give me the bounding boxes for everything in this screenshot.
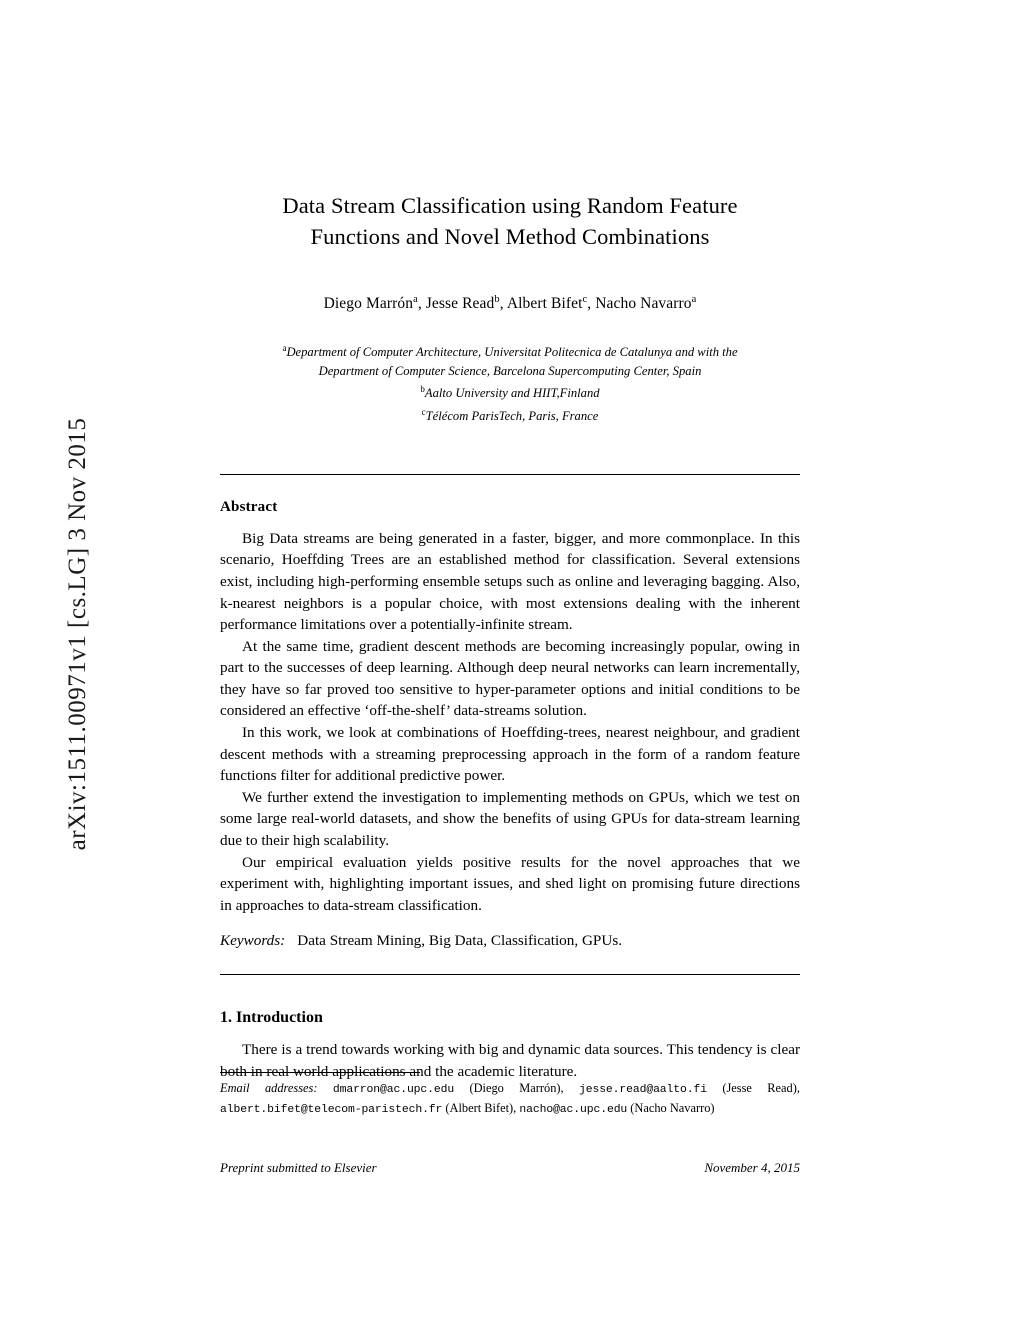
keywords-values: Data Stream Mining, Big Data, Classification, GPUs. — [297, 932, 623, 950]
footnote-separator-rule — [220, 1072, 420, 1073]
abstract-paragraph: At the same time, gradient descent methods are becoming increasingly popular, owing in part to the successes of deep learning. Although deep neural networks can learn incrementally, they have so far proved too sensitive to hyper-parameter options and initial conditions to be considered an effective ‘off-the-shelf’ data-streams solution. — [220, 637, 800, 720]
footnote-author: (Jesse Read), — [722, 1081, 800, 1095]
author-list: Diego Marrón$^a$, Jesse Read$^b$, Albert Bifet$^c$, Nacho Navarro$^a$ — [323, 294, 697, 313]
affiliation-text: Department of Computer Architecture, Universitat Politecnica de Catalunya and with the — [286, 345, 738, 360]
footnote-email[interactable]: dmarron@ac.upc.edu — [332, 1084, 455, 1096]
author-name: Albert Bifet — [506, 295, 583, 313]
footnote-author: (Nacho Navarro) — [630, 1100, 715, 1115]
keywords-line — [220, 930, 800, 952]
abstract-body — [220, 528, 800, 917]
page-footer — [220, 1160, 800, 1176]
footnote-email-addresses — [220, 1080, 800, 1119]
footnote-email[interactable]: albert.bifet@telecom-paristech.fr — [220, 1103, 443, 1116]
affiliation-line — [220, 362, 800, 381]
footnote-label: Email addresses: — [220, 1081, 318, 1095]
footnote-author: (Albert Bifet), — [445, 1100, 517, 1115]
affiliation-mark: a — [282, 343, 287, 354]
section-heading-introduction: 1. Introduction — [220, 1009, 323, 1026]
abstract-paragraph: Our empirical evaluation yields positive results for the novel approaches that we experiment with, highlighting important issues, and shed light on promising future directions in approaches to data-stream classification. — [220, 853, 800, 914]
footer-preprint-note: Preprint submitted to Elsevier — [220, 1160, 377, 1175]
abstract-heading: Abstract — [220, 498, 278, 515]
affiliation-text: Aalto University and HIIT,Finland — [424, 386, 600, 401]
affiliation-block — [220, 339, 800, 426]
keywords-label: Keywords: — [220, 932, 286, 950]
affiliation-line — [220, 339, 800, 362]
arxiv-identifier-stamp: arXiv:1511.00971v1 [cs.LG] 3 Nov 2015 — [64, 417, 91, 851]
footnote-email[interactable]: nacho@ac.upc.edu — [519, 1103, 628, 1116]
title-line-2: Functions and Novel Method Combinations — [310, 224, 710, 249]
abstract-bottom-rule — [220, 974, 800, 975]
paper-content — [220, 190, 800, 1082]
abstract-paragraph: We further extend the investigation to implementing methods on GPUs, which we test on some large real-world datasets, and show the benefits of using GPUs for data-stream learning due to their high scalability. — [220, 788, 800, 850]
affiliation-text: Department of Computer Science, Barcelona Supercomputing Center, Spain — [318, 363, 702, 378]
affiliation-line — [220, 403, 800, 426]
affiliation-line — [220, 380, 800, 403]
author-name: Nacho Navarro — [595, 295, 692, 313]
footer-date: November 4, 2015 — [704, 1160, 800, 1175]
affiliation-mark: b — [420, 384, 425, 395]
affiliation-text: Télécom ParisTech, Paris, France — [425, 409, 599, 424]
footnote-author: (Diego Marrón), — [469, 1081, 564, 1095]
abstract-paragraph: Big Data streams are being generated in a faster, bigger, and more commonplace. In this scenario, Hoeffding Trees are an established method for classification. Several extensions exist, including high-performing ensemble setups such as online and leveraging bagging. Also, k-nearest neighbors is a popular choice, with most extensions dealing with the inherent performance limitations over a potentially-infinite stream. — [220, 529, 800, 634]
author-affiliation-mark: c — [582, 294, 588, 305]
author-affiliation-mark: b — [494, 294, 500, 305]
author-name: Diego Marrón — [323, 295, 414, 313]
abstract-top-rule — [220, 474, 800, 475]
author-affiliation-mark: a — [413, 294, 418, 305]
affiliation-mark: c — [421, 407, 426, 418]
author-name: Jesse Read — [425, 295, 495, 313]
abstract-paragraph: In this work, we look at combinations of Hoeffding-trees, nearest neighbour, and gradient descent methods with a streaming preprocessing approach in the form of a random feature functions filter for additional predictive power. — [220, 724, 800, 785]
footnote-email[interactable]: jesse.read@aalto.fi — [578, 1084, 707, 1096]
author-affiliation-mark: a — [691, 294, 697, 305]
page-title — [220, 190, 800, 252]
title-line-1: Data Stream Classification using Random Feature — [282, 193, 738, 218]
introduction-paragraph: There is a trend towards working with big and dynamic data sources. This tendency is clear both in real world applications and the academic literature. — [220, 1041, 800, 1080]
